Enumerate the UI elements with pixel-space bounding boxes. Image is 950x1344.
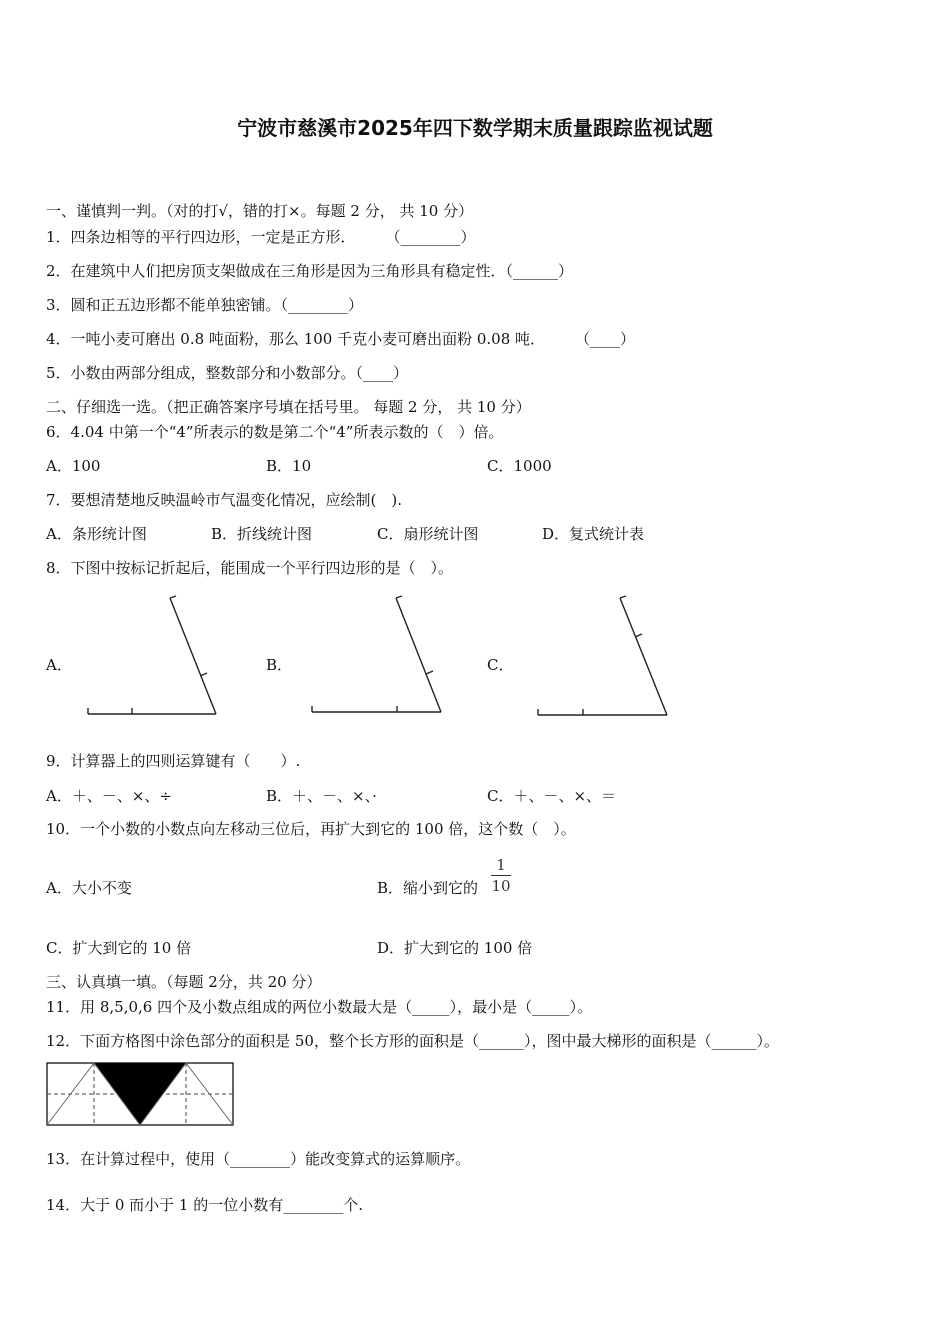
question-12: 12．下面方格图中涂色部分的面积是 50，整个长方形的面积是（______），图中最大梯形的面积是（______）。	[46, 1032, 779, 1050]
q10-option-a: A．大小不变	[46, 879, 132, 897]
question-10: 10．一个小数的小数点向左移动三位后，再扩大到它的 100 倍，这个数（ ）。	[46, 820, 576, 838]
q6-option-a: A．100	[46, 457, 101, 475]
q8-figure-a	[84, 592, 224, 722]
q10-fraction	[489, 856, 513, 895]
page-title: 宁波市慈溪市2025年四下数学期末质量跟踪监视试题	[237, 116, 713, 140]
q7-option-c: C．扇形统计图	[377, 525, 479, 543]
question-1: 1．四条边相等的平行四边形，一定是正方形． （________）	[46, 228, 476, 246]
section1-header: 一、谨慎判一判。（对的打√，错的打×。每题 2 分， 共 10 分）	[46, 202, 474, 220]
question-8: 8．下图中按标记折起后，能围成一个平行四边形的是（ ）。	[46, 559, 454, 577]
q8-option-c: C．	[487, 656, 514, 674]
section2-header: 二、仔细选一选。（把正确答案序号填在括号里。 每题 2 分， 共 10 分）	[46, 398, 531, 416]
q9-option-b: B．＋、－、×、·	[266, 787, 377, 805]
question-3: 3．圆和正五边形都不能单独密铺。（________）	[46, 296, 364, 314]
question-7: 7．要想清楚地反映温岭市气温变化情况，应绘制( ).	[46, 491, 403, 509]
q7-option-b: B．折线统计图	[211, 525, 313, 543]
question-4: 4．一吨小麦可磨出 0.8 吨面粉，那么 100 千克小麦可磨出面粉 0.08 吨． （____）	[46, 330, 636, 348]
q10-option-c: C．扩大到它的 10 倍	[46, 939, 192, 957]
q7-option-a: A．条形统计图	[46, 525, 147, 543]
question-5: 5．小数由两部分组成，整数部分和小数部分。（____）	[46, 364, 409, 382]
q6-option-c: C．1000	[487, 457, 552, 475]
fraction-denominator: 10	[491, 877, 511, 895]
question-2: 2．在建筑中人们把房顶支架做成在三角形是因为三角形具有稳定性．（______）	[46, 262, 574, 280]
q12-grid-figure	[44, 1060, 236, 1128]
q8-figure-b	[308, 592, 448, 722]
question-14: 14．大于 0 而小于 1 的一位小数有________个.	[46, 1196, 364, 1214]
question-6: 6．4.04 中第一个“4”所表示的数是第二个“4”所表示数的（ ）倍。	[46, 423, 504, 441]
q9-option-a: A．＋、－、×、÷	[46, 787, 172, 805]
fraction-numerator: 1	[496, 856, 506, 874]
q10-option-d: D．扩大到它的 100 倍	[377, 939, 533, 957]
q8-figure-c	[534, 592, 674, 722]
q8-option-b: B．	[266, 656, 293, 674]
q8-option-a: A．	[46, 656, 72, 674]
q9-option-c: C．＋、－、×、＝	[487, 787, 617, 805]
q6-option-b: B．10	[266, 457, 312, 475]
q10-option-b: B．缩小到它的	[377, 879, 479, 897]
question-9: 9．计算器上的四则运算键有（ ）.	[46, 752, 301, 770]
q7-option-d: D．复式统计表	[542, 525, 645, 543]
section3-header: 三、认真填一填。（每题 2分，共 20 分）	[46, 973, 322, 991]
question-11: 11．用 8,5,0,6 四个及小数点组成的两位小数最大是（_____），最小是（_____）。	[46, 998, 593, 1016]
question-13: 13．在计算过程中，使用（________）能改变算式的运算顺序。	[46, 1150, 471, 1168]
